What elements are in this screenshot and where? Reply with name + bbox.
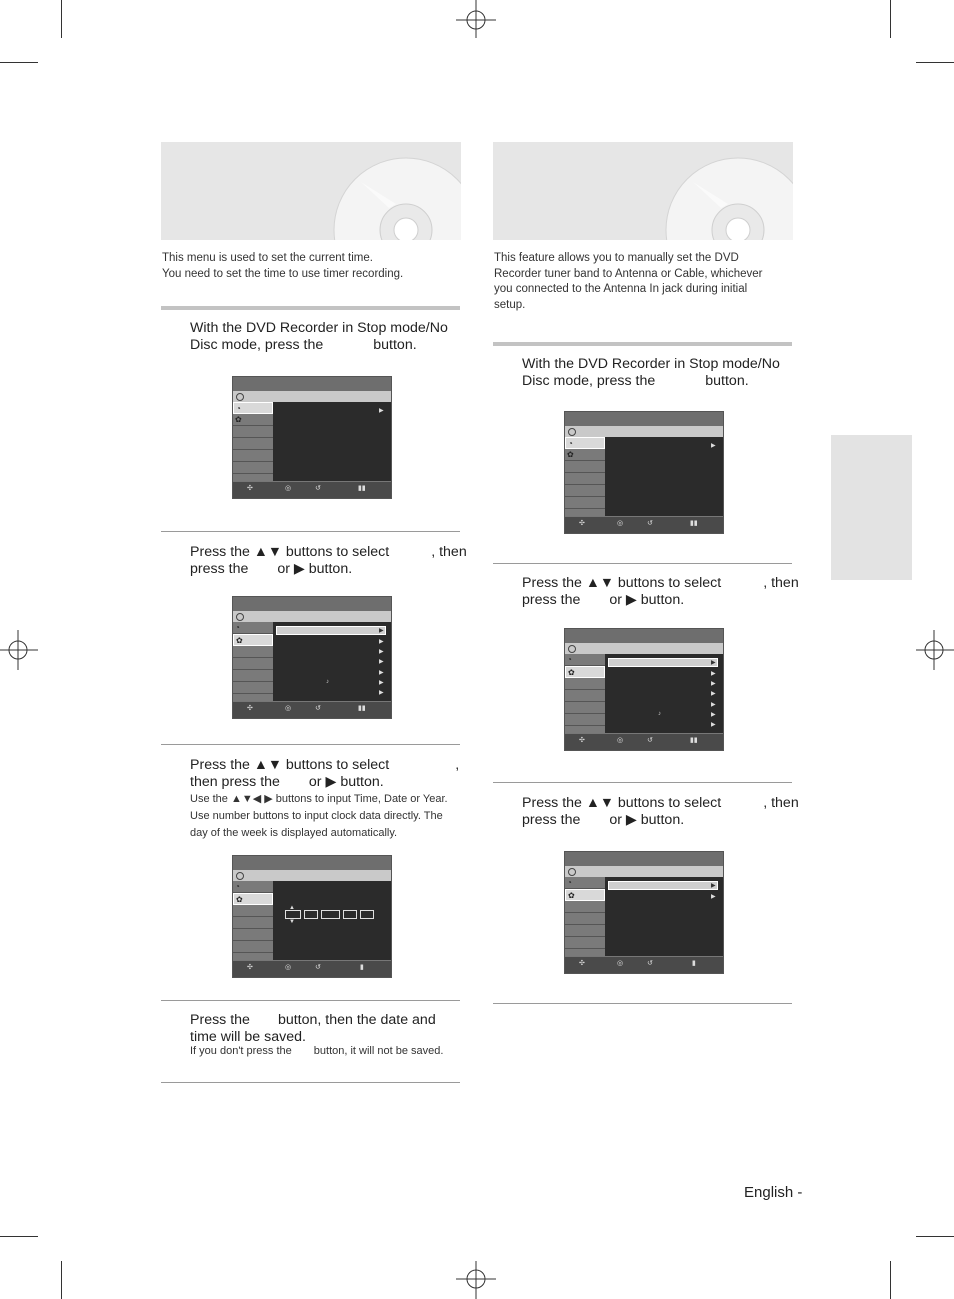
page-footer-language: English - <box>744 1184 803 1201</box>
registration-mark <box>456 1259 496 1299</box>
step-divider <box>161 744 460 745</box>
left-step-4: Press the button, then the date and time will be saved. <box>190 1012 436 1045</box>
step-divider <box>161 1082 460 1083</box>
osd-setup-screen: ◔ ✿ ▶ ▶ ▶ ▶ ▶ ▶ ▶ ♪ ✣ ◎ ↺ ▮▮ <box>232 596 392 719</box>
right-step-1: With the DVD Recorder in Stop mode/No Disc mode, press the button. <box>522 356 780 389</box>
crop-mark <box>61 1261 62 1299</box>
left-step-2: Press the ▲▼ buttons to select , then press the or ▶ button. <box>190 544 467 577</box>
crop-mark <box>890 1261 891 1299</box>
left-step-1: With the DVD Recorder in Stop mode/No Disc mode, press the button. <box>190 320 448 353</box>
left-intro-text: This menu is used to set the current time. You need to set the time to use timer recording. <box>162 252 404 280</box>
registration-mark <box>456 0 496 40</box>
crop-mark <box>61 0 62 38</box>
crop-mark <box>0 62 38 63</box>
right-step-2: Press the ▲▼ buttons to select , then press the or ▶ button. <box>522 575 799 608</box>
right-intro-text: This feature allows you to manually set the DVD Recorder tuner band to Antenna or Cable, whichever you connected to the Antenna In jack during initial setup. <box>494 252 763 311</box>
step-divider <box>493 563 792 564</box>
section-rule <box>161 306 460 310</box>
step-divider <box>493 782 792 783</box>
section-header-graphic <box>493 142 793 240</box>
osd-tuner-screen: ◔ ✿ ▶ ▶ ✣ ◎ ↺ ▮ <box>564 851 724 974</box>
osd-setup-screen: ◔ ✿ ▶ ▶ ▶ ▶ ▶ ▶ ▶ ♪ ✣ ◎ ↺ ▮▮ <box>564 628 724 751</box>
left-step-3: Press the ▲▼ buttons to select , then press the or ▶ button. <box>190 757 460 790</box>
crop-mark <box>916 1236 954 1237</box>
step-divider <box>161 531 460 532</box>
registration-mark <box>914 630 954 670</box>
step-divider <box>161 1000 460 1001</box>
osd-menu-screen: ◔ ✿ ▶ ✣ ◎ ↺ ▮▮ <box>232 376 392 499</box>
crop-mark <box>890 0 891 38</box>
crop-mark <box>916 62 954 63</box>
section-header-graphic <box>161 142 461 240</box>
right-step-3: Press the ▲▼ buttons to select , then press the or ▶ button. <box>522 795 799 828</box>
step-divider <box>493 1003 792 1004</box>
section-rule <box>493 342 792 346</box>
crop-mark <box>0 1236 38 1237</box>
registration-mark <box>0 630 40 670</box>
disc-graphic-icon <box>493 142 793 240</box>
left-step-3-note: Use the ▲▼◀ ▶ buttons to input Time, Date or Year. Use number buttons to input clock data directly. The day of the week is displayed automatically. <box>190 793 448 839</box>
osd-menu-screen: ◔ ✿ ▶ ✣ ◎ ↺ ▮▮ <box>564 411 724 534</box>
chapter-side-tab <box>831 435 912 580</box>
disc-graphic-icon <box>161 142 461 240</box>
osd-clock-screen: ◔ ✿ ▲ ▼ ✣ ◎ ↺ ▮ <box>232 855 392 978</box>
left-step-4-note: If you don't press the button, it will not be saved. <box>190 1045 444 1057</box>
